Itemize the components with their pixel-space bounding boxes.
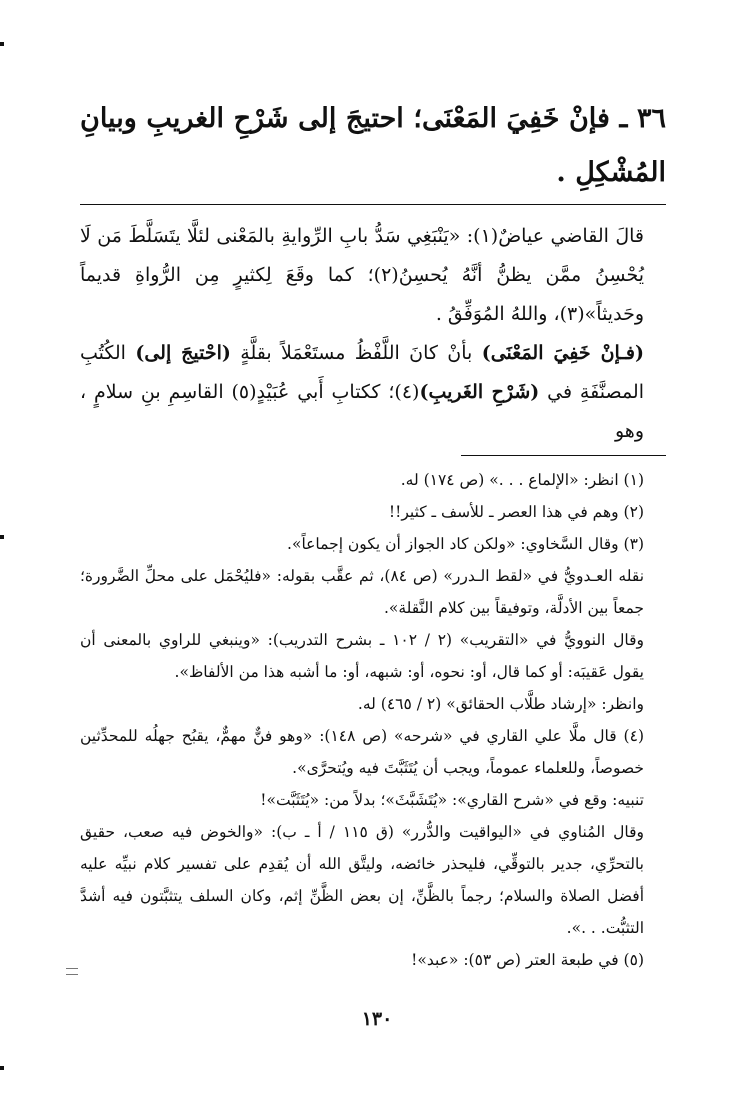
- footnote: (٢) وهم في هذا العصر ـ للأسف ـ كثير!!: [388, 503, 644, 522]
- commentary-paragraph-1: قالَ القاضي عياضٌ(١): «يَنْبَغِي سَدُّ بابِ الرِّوايةِ بالمَعْنى لئلَّا يتَسَلَّطَ مَن لَا يُحْسِنُ ممَّن يظنُّ أنَّهُ يُحسِنُ(٢)؛ كما وقَعَ لِكثيرٍ مِن الرُّواةِ قديماً وحَديثاً»(٣)، واللهُ المُوَفِّقُ .: [80, 225, 645, 325]
- footnote: (٥) في طبعة العتر (ص ٥٣): «عبد»!: [411, 951, 644, 970]
- footnote: تنبيه: وقع في «شرح القاري»: «يُتَشَبَّثَ»؛ بدلاً من: «يُتَثَبَّت»!: [260, 791, 644, 810]
- page-number: ١٣٠: [361, 1008, 393, 1030]
- footnote: وانظر: «إرشاد طلَّاب الحقائق» (٢ / ٤٦٥) له.: [357, 695, 644, 714]
- commentary-text: بأنْ كانَ اللَّفْظُ مستَعْمَلاً بقلَّةٍ: [230, 342, 482, 364]
- footnote: (٤) قال ملَّا علي القاري في «شرحه» (ص ١٤٨): «وهو فنٌّ مهمٌّ، يقبُح جهلُه للمحدِّثين خصوصاً، وللعلماء عموماً، ويجب أن يُتَثَبَّتَ فيه ويُتحرَّى».: [80, 727, 644, 778]
- footnote: (٣) وقال السَّخاوي: «ولكن كاد الجواز أن يكون إجماعاً».: [287, 535, 644, 554]
- commentary-text: (٤)؛ ككتابِ أَبي عُبَيْدٍ(٥) القاسِمِ بنِ سلامٍ ، وهو: [80, 381, 644, 442]
- commentary-paragraph-2: [80, 334, 666, 451]
- page-body: [80, 92, 666, 976]
- footnote-separator: [461, 455, 666, 456]
- commentary-text: الكُتُبِ المصنَّفَةِ في: [80, 342, 644, 403]
- matn-quote: (شَرْحِ الغَريبِ): [419, 381, 540, 403]
- matn-quote: (فـإنْ خَفِيَ المَعْنَى): [481, 342, 644, 364]
- margin-mark: [66, 968, 78, 975]
- matn-heading: ٣٦ ـ فإنْ خَفِيَ المَعْنَى؛ احتيجَ إلى شَرْحِ الغريبِ وبيانِ المُشْكِلِ .: [80, 103, 666, 188]
- scan-mark: [0, 535, 4, 539]
- heading-rule: [80, 204, 666, 205]
- footnotes: [80, 455, 666, 976]
- footnote: وقال المُناوي في «اليواقيت والدُّرر» (ق ١١٥ / أ ـ ب): «والخوض فيه صعب، حقيق بالتحرِّي، جدير بالتوقِّي، فليحذر خائضه، وليتَّق الله أن يُقدِم على تفسير كلام نبيِّه عليه أفضل الصلاة والسلام؛ رجماً بالظَّنِّ، إن بعض الظَّنِّ إثم، وكان السلف يتثبَّتون فيه أشدَّ التثبُّت. . .».: [80, 823, 644, 938]
- footnote: نقله العـدويُّ في «لقط الـدرر» (ص ٨٤)، ثم عقَّب بقوله: «فليُحْمَل على محلِّ الضَّرورة؛ جمعاً بين الأدلَّة، وتوفيقاً بين كلام النَّقلة».: [80, 567, 645, 618]
- scan-mark: [0, 42, 4, 46]
- scan-mark: [0, 1066, 4, 1070]
- footnote: (١) انظر: «الإلماع . . .» (ص ١٧٤) له.: [400, 471, 644, 490]
- footnote: وقال النوويُّ في «التقريب» (٢ / ١٠٢ ـ بشرح التدريب): «وينبغي للراوي بالمعنى أن يقول عَقيبَه: أو كما قال، أو: نحوه، أو: شبهه، أو: ما أشبه هذا من الألفاظ».: [80, 631, 644, 682]
- matn-quote: (احْتيجَ إلى): [135, 342, 231, 364]
